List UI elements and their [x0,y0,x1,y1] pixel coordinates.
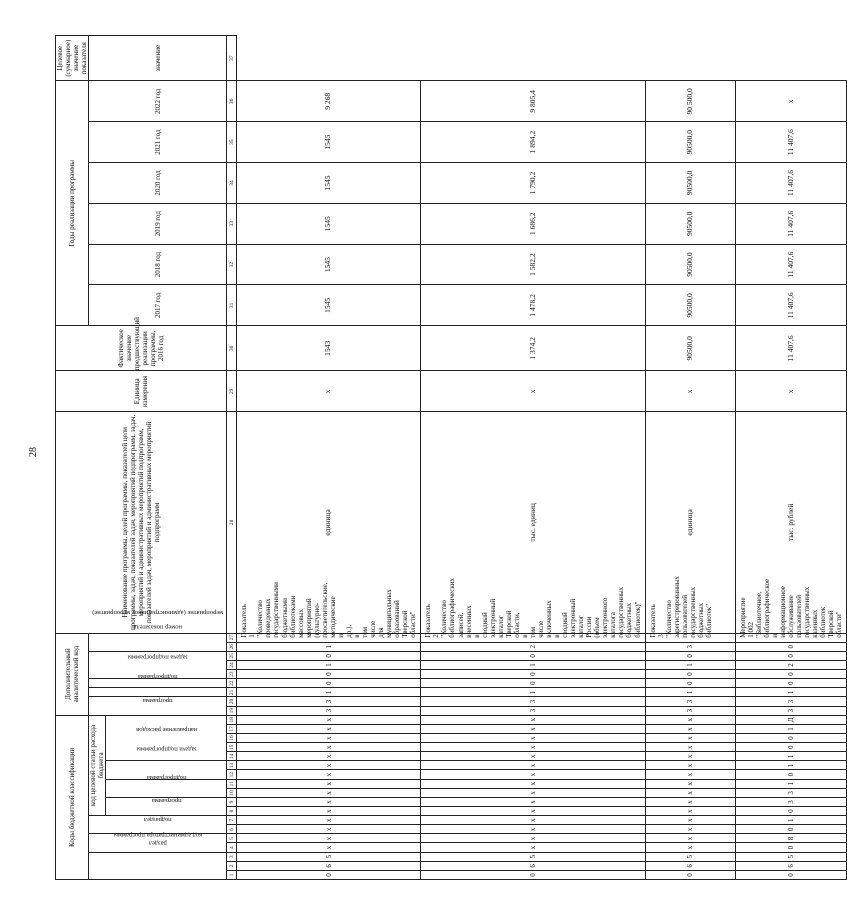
code-cell: 6 [237,861,421,870]
code-cell: 0 [237,670,421,679]
code-cell: 1 [735,724,847,733]
row-name: Показатель 3 "Количество зарегистрированных пользователей государственных бюджетных библиотек" [645,633,735,642]
column-number: 24 [227,660,237,669]
code-cell: 0 [735,843,847,852]
code-cell: 3 [645,697,735,706]
row-year-value: 1545 [237,203,421,244]
row-year-value: 11 407,6 [735,326,847,371]
code-cell: х [421,779,645,788]
row-year-value: 1543 [237,326,421,371]
row-name: Показатель 1 "Количество проведенных государственными бюджетными библиотеками массовых мероприятий (культурно-просветительские, методические и др.), в том числе для муниципальных образований Тверской области" [237,633,421,642]
code-cell: х [645,797,735,806]
target-value-header: значение [89,36,227,81]
code-cell: х [421,788,645,797]
row-year-value: 90500,0 [645,285,735,326]
code-cell: 3 [237,706,421,715]
code-cell: 0 [237,679,421,688]
table-row [645,36,735,880]
code-cell: х [645,843,735,852]
row-name: Мероприятие 1.002 "Библиотечное, библиографическое и информационное обслуживание пользователей государственных казенных библиотек Тверской области" [735,633,847,642]
column-number: 32 [227,244,237,285]
row-unit: единица [237,412,421,633]
add-measure-header: мероприятие (административное мероприятие) [89,651,227,678]
section-header: раздел [89,834,227,852]
target-article-header: код целевой статьи расхода бюджета [89,715,106,815]
row-year-value: 90500,0 [645,163,735,204]
table-row [237,36,421,880]
code-cell: 0 [237,651,421,660]
code-cell: 5 [735,852,847,861]
code-cell: х [645,743,735,752]
fact-header: Фактическое значение предшествующий реализации программы, 2016 год [56,326,227,371]
code-cell: Д [735,715,847,724]
code-cell: 1 [735,816,847,825]
code-cell: х [645,752,735,761]
column-number: 11 [227,779,237,788]
code-cell: 1 [237,660,421,669]
row-year-value: 1 790,2 [421,163,645,204]
code-cell: х [645,834,735,843]
page-number: 28 [28,447,39,457]
code-cell: 0 [421,670,645,679]
code-cell: 3 [421,706,645,715]
code-cell: х [237,715,421,724]
code-cell: 3 [735,788,847,797]
column-number: 23 [227,670,237,679]
row-year-value: 90500,0 [645,203,735,244]
code-cell: х [237,752,421,761]
row-target: х [735,81,847,122]
row-target: 9 805,4 [421,81,645,122]
code-cell: 0 [735,651,847,660]
column-number: 5 [227,834,237,843]
code-cell: 5 [421,852,645,861]
code-cell: х [645,724,735,733]
code-cell: 0 [645,679,735,688]
program-header: программа [106,797,227,815]
column-number: 30 [227,326,237,371]
row-target: 90 500,0 [645,81,735,122]
code-cell: 3 [735,706,847,715]
row-name: Показатель 2 "Количество библиографических записей, внесенных в сводный электронный каталог Тверской области, в том числе включенных в сводный электронный каталог России (объем электронного каталога государственных бюджетных библиотек)" [421,633,645,642]
code-cell: 1 [735,779,847,788]
row-fact: х [237,371,421,412]
column-number: 9 [227,797,237,806]
code-cell: х [421,843,645,852]
row-year-value: 1 374,2 [421,326,645,371]
code-cell: х [421,743,645,752]
code-cell: х [237,843,421,852]
task-sub-header: задача подпрограммы [106,761,227,779]
code-cell: 2 [735,660,847,669]
code-cell: 0 [237,870,421,879]
row-fact: х [645,371,735,412]
row-target: 9 268 [237,81,421,122]
column-number: 20 [227,697,237,706]
code-cell: 8 [735,834,847,843]
code-cell: х [645,779,735,788]
column-number: 34 [227,163,237,204]
code-cell: 3 [237,697,421,706]
y2021-header: 2021 год [89,122,227,163]
column-number: 19 [227,706,237,715]
code-cell: х [421,807,645,816]
add-indicator-header: номер показателя [89,633,227,651]
y2017-header: 2017 год [89,285,227,326]
code-cell: 3 [645,642,735,651]
column-number: 28 [227,412,237,633]
program-table [55,35,847,880]
table-row [421,36,645,880]
direction-header: направление расходов [106,715,227,761]
code-cell: 0 [735,807,847,816]
add-task-header: задача подпрограммы [89,679,227,688]
column-number: 27 [227,633,237,642]
code-cell: х [421,797,645,806]
code-cell: 3 [421,697,645,706]
row-year-value: 1545 [237,122,421,163]
row-unit: тыс. единиц [421,412,645,633]
code-cell: х [645,770,735,779]
code-cell: 0 [735,770,847,779]
column-number: 4 [227,843,237,852]
budget-class-header: Коды бюджетной классификации [56,715,89,879]
column-number: 3 [227,852,237,861]
row-year-value: 11 407,6 [735,285,847,326]
code-cell: 1 [237,688,421,697]
code-cell: 1 [237,642,421,651]
code-cell: 1 [421,688,645,697]
row-unit: единица [645,412,735,633]
years-header: Годы реализации программы [56,81,89,326]
code-cell: 0 [645,670,735,679]
code-cell: 0 [421,651,645,660]
y2019-header: 2019 год [89,203,227,244]
column-number: 1 [227,870,237,879]
code-cell: 1 [735,688,847,697]
code-cell: 0 [645,870,735,879]
code-cell: х [237,807,421,816]
unit-header: Единица измерения [56,371,227,412]
row-fact: х [735,371,847,412]
y2018-header: 2018 год [89,244,227,285]
row-year-value: 11 407,6 [735,163,847,204]
row-year-value: 1 478,2 [421,285,645,326]
row-unit: тыс. рублей [735,412,847,633]
code-cell: 0 [735,679,847,688]
code-cell: 2 [421,642,645,651]
header-row-1 [56,36,89,880]
name-header: Наименование программы, целей программы, показателей цели программы, задач, показателей задач, мероприятий подпрограмм, задач, мероприятий и административных мероприятий подпрограмм, показателей задач, мероприятий и административных мероприятий подпрограмм [56,412,227,633]
row-year-value: 90500,0 [645,122,735,163]
column-number: 29 [227,371,237,412]
code-cell: 0 [421,870,645,879]
code-cell: 3 [645,706,735,715]
column-number: 18 [227,715,237,724]
admin-code-header: код администратора программы [89,852,227,879]
column-number: 31 [227,285,237,326]
code-cell: 1 [645,660,735,669]
code-cell: 0 [421,679,645,688]
add-program-header: программа [89,697,227,715]
code-cell: х [645,816,735,825]
code-cell: х [421,770,645,779]
column-number: 12 [227,770,237,779]
code-cell: х [645,807,735,816]
row-fact: х [421,371,645,412]
row-year-value: 90500,0 [645,326,735,371]
code-cell: х [421,834,645,843]
code-cell: х [421,734,645,743]
code-cell: 0 [735,642,847,651]
code-cell: 1 [735,761,847,770]
additional-code-header: Дополнительный аналитический код [56,633,89,715]
code-cell: 1 [735,752,847,761]
code-cell: 0 [735,825,847,834]
code-cell: х [237,788,421,797]
code-cell: х [645,825,735,834]
code-cell: х [237,834,421,843]
column-number: 21 [227,688,237,697]
code-cell: х [237,825,421,834]
column-numbers-row [227,36,237,880]
code-cell: х [421,816,645,825]
code-cell: 5 [645,852,735,861]
column-number: 13 [227,761,237,770]
row-year-value: 1545 [237,163,421,204]
column-number: 6 [227,825,237,834]
column-number: 22 [227,679,237,688]
code-cell: х [645,761,735,770]
column-number: 14 [227,752,237,761]
row-year-value: 11 407,6 [735,203,847,244]
column-number: 7 [227,816,237,825]
code-cell: х [645,715,735,724]
column-number: 26 [227,642,237,651]
table-row [735,36,847,880]
code-cell: х [237,734,421,743]
column-number: 16 [227,734,237,743]
row-year-value: 90500,0 [645,244,735,285]
code-cell: х [421,761,645,770]
code-cell: х [421,724,645,733]
code-cell: 3 [735,797,847,806]
code-cell: х [421,825,645,834]
column-number: 36 [227,81,237,122]
code-cell: 0 [735,670,847,679]
row-year-value: 1545 [237,244,421,285]
column-number: 17 [227,724,237,733]
column-number: 8 [227,807,237,816]
code-cell: х [237,816,421,825]
code-cell: 3 [735,697,847,706]
column-number: 2 [227,861,237,870]
code-cell: 0 [645,651,735,660]
row-year-value: 1 686,2 [421,203,645,244]
code-cell: х [237,724,421,733]
y2020-header: 2020 год [89,163,227,204]
column-number: 35 [227,122,237,163]
code-cell: х [237,797,421,806]
code-cell: 1 [421,660,645,669]
code-cell: 0 [735,870,847,879]
code-cell: 0 [735,743,847,752]
y2022-header: 2022 год [89,81,227,122]
column-number: 15 [227,743,237,752]
code-cell: х [237,779,421,788]
code-cell: х [237,743,421,752]
column-number: 25 [227,651,237,660]
code-cell: х [645,788,735,797]
rotated-page [55,35,844,880]
code-cell: х [237,761,421,770]
code-cell: х [237,770,421,779]
subsection-header: подраздел [89,816,227,834]
code-cell: х [421,752,645,761]
code-cell: х [645,734,735,743]
code-cell: 0 [735,734,847,743]
column-number: 37 [227,36,237,81]
row-year-value: 1 582,2 [421,244,645,285]
add-subprogram-header: подпрограмма [89,688,227,697]
row-year-value: 11 407,6 [735,122,847,163]
code-cell: 6 [421,861,645,870]
row-year-value: 11 407,6 [735,244,847,285]
code-cell: 6 [735,861,847,870]
code-cell: 1 [645,688,735,697]
code-cell: 6 [645,861,735,870]
row-year-value: 1545 [237,285,421,326]
row-year-value: 1 894,2 [421,122,645,163]
column-number: 10 [227,788,237,797]
column-number: 33 [227,203,237,244]
subprogram-header: подпрограмма [106,779,227,797]
target-header: Целевое (суммарное) значение показателя [56,36,89,81]
code-cell: х [421,715,645,724]
code-cell: 5 [237,852,421,861]
